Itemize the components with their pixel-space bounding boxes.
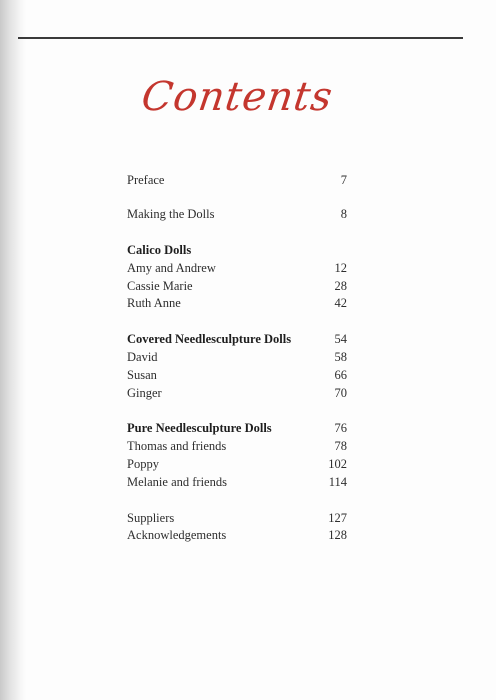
toc-entry-page: 66	[334, 368, 347, 382]
top-rule	[18, 37, 463, 39]
toc-entry-label: Ruth Anne	[127, 296, 181, 310]
toc-entry-page: 12	[334, 261, 347, 275]
toc-entry-page: 7	[340, 173, 347, 187]
toc-entry-label: David	[127, 350, 158, 364]
toc-entry-page: 114	[328, 475, 347, 489]
toc-entry-label: Thomas and friends	[127, 439, 227, 453]
page-binding-shadow	[0, 0, 26, 700]
toc-entry-page: 128	[328, 528, 347, 542]
toc-section-covered-needlesculpture-dolls[interactable]	[127, 332, 347, 350]
toc-entry-label: Melanie and friends	[127, 475, 227, 489]
toc-entry-suppliers[interactable]	[127, 511, 347, 529]
toc-entry-amy-and-andrew[interactable]	[127, 261, 347, 279]
toc-entry-page: 8	[340, 207, 347, 221]
toc-entry-preface[interactable]	[127, 173, 347, 191]
toc-entry-poppy[interactable]	[127, 457, 347, 475]
toc-entry-label: Ginger	[127, 386, 162, 400]
toc-entry-page: 70	[334, 386, 347, 400]
toc-entry-label: Making the Dolls	[127, 207, 215, 221]
toc-entry-page: 54	[334, 332, 347, 346]
toc-entry-page: 102	[328, 457, 347, 471]
toc-section-label: Calico Dolls	[127, 243, 192, 257]
toc-entry-david[interactable]	[127, 350, 347, 368]
toc-entry-susan[interactable]	[127, 368, 347, 386]
toc-section-pure-needlesculpture-dolls[interactable]	[127, 421, 347, 439]
toc-entry-ginger[interactable]	[127, 386, 347, 404]
toc-entry-label: Suppliers	[127, 511, 175, 525]
toc-entry-cassie-marie[interactable]	[127, 279, 347, 297]
toc-section-label: Covered Needlesculpture Dolls	[127, 332, 292, 346]
toc-section-label: Pure Needlesculpture Dolls	[127, 421, 272, 435]
toc-entry-label: Amy and Andrew	[127, 261, 216, 275]
page-title: Contents	[138, 74, 336, 120]
toc-entry-label: Susan	[127, 368, 157, 382]
toc-entry-thomas-and-friends[interactable]	[127, 439, 347, 457]
toc-entry-page: 42	[334, 296, 347, 310]
toc-entry-page: 28	[334, 279, 347, 293]
toc-entry-ruth-anne[interactable]	[127, 296, 347, 314]
toc-entry-page: 76	[334, 421, 347, 435]
toc-entry-label: Preface	[127, 173, 165, 187]
toc-entry-melanie-and-friends[interactable]	[127, 475, 347, 493]
toc-section-calico-dolls[interactable]	[127, 243, 347, 261]
toc-entry-label: Poppy	[127, 457, 159, 471]
toc-entry-page: 127	[328, 511, 347, 525]
toc-entry-label: Cassie Marie	[127, 279, 193, 293]
toc-entry-acknowledgements[interactable]	[127, 528, 347, 546]
toc-entry-page: 78	[334, 439, 347, 453]
toc-entry-page: 58	[334, 350, 347, 364]
toc-entry-label: Acknowledgements	[127, 528, 227, 542]
toc-entry-making-the-dolls[interactable]	[127, 207, 347, 225]
